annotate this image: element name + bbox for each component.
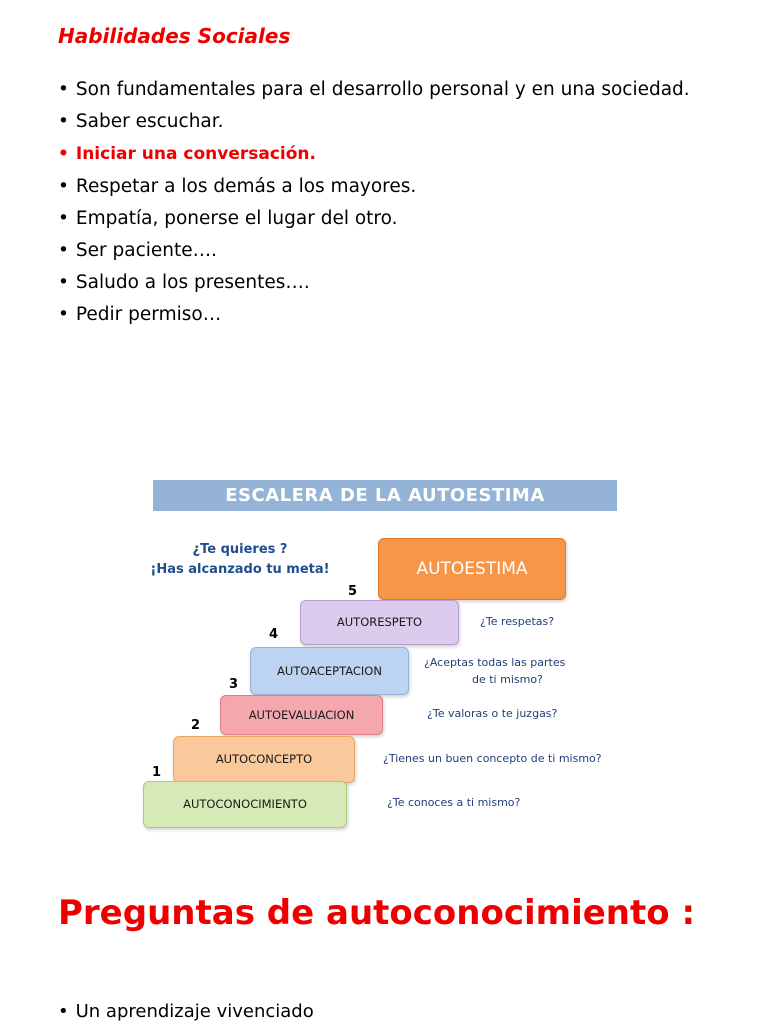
goal-message: [150, 540, 330, 580]
step-autoevaluacion: AUTOEVALUACION: [220, 695, 383, 735]
list-item: • Pedir permiso…: [58, 299, 690, 331]
step-question-4: [424, 654, 565, 688]
self-esteem-staircase-figure: [140, 478, 620, 834]
list-item: • Ser paciente….: [58, 235, 690, 267]
step-question-3: ¿Te valoras o te juzgas?: [427, 707, 558, 720]
list-item: • Empatía, ponerse el lugar del otro.: [58, 203, 690, 235]
step-autoaceptacion: AUTOACEPTACION: [250, 647, 409, 695]
step-question-1: ¿Te conoces a ti mismo?: [387, 796, 521, 809]
step-question-4-line-2: de ti mismo?: [472, 673, 543, 686]
list-item: • Respetar a los demás a los mayores.: [58, 171, 690, 203]
autoconocimiento-list: [58, 997, 314, 1027]
step-autorespeto: AUTORESPETO: [300, 600, 459, 645]
list-item: • Saludo a los presentes….: [58, 267, 690, 299]
goal-line-1: ¿Te quieres ?: [192, 542, 288, 557]
figure-title: ESCALERA DE LA AUTOESTIMA: [153, 480, 617, 511]
goal-line-2: ¡Has alcanzado tu meta!: [150, 562, 330, 577]
step-number-1: 1: [152, 765, 162, 780]
step-question-5: ¿Te respetas?: [480, 615, 555, 628]
skills-list: [58, 74, 690, 332]
step-autoestima: AUTOESTIMA: [378, 538, 566, 600]
step-number-4: 4: [269, 627, 279, 642]
list-item: • Son fundamentales para el desarrollo personal y en una sociedad.: [58, 74, 690, 106]
step-autoconocimiento: AUTOCONOCIMIENTO: [143, 781, 347, 828]
step-number-2: 2: [191, 718, 201, 733]
step-question-2: ¿Tienes un buen concepto de ti mismo?: [383, 752, 602, 765]
step-question-4-line-1: ¿Aceptas todas las partes: [424, 656, 566, 669]
list-item: • Saber escuchar.: [58, 106, 690, 138]
step-autoconcepto: AUTOCONCEPTO: [173, 736, 355, 783]
list-item-highlighted: • Iniciar una conversación.: [58, 138, 690, 170]
step-number-5: 5: [348, 584, 358, 599]
list-item: • Un aprendizaje vivenciado: [58, 997, 314, 1027]
step-number-3: 3: [229, 677, 239, 692]
autoconocimiento-heading: Preguntas de autoconocimiento :: [58, 893, 696, 933]
section-title: Habilidades Sociales: [58, 24, 291, 48]
